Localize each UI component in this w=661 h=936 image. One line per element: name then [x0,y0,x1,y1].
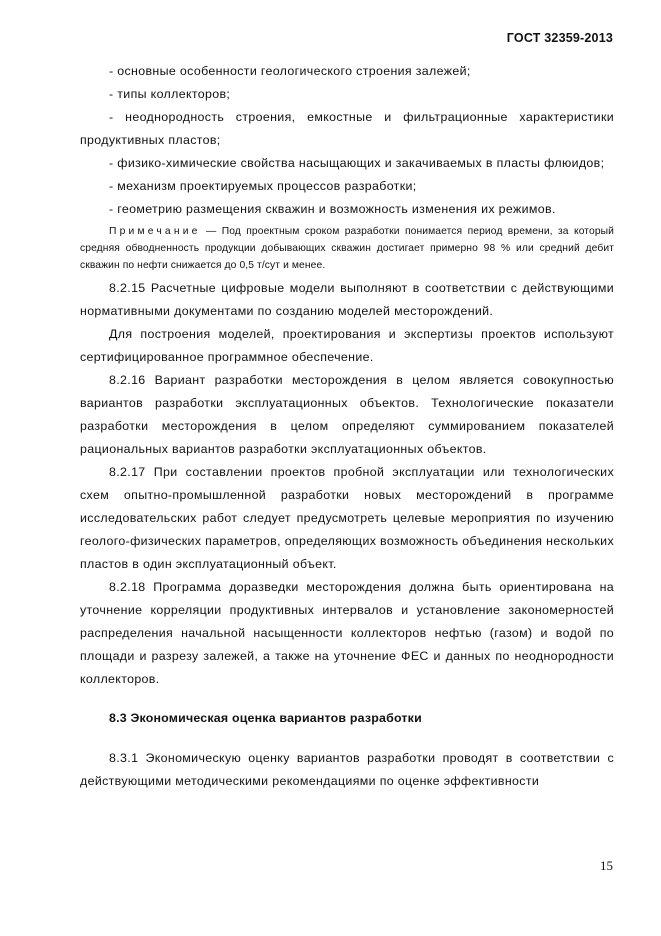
paragraph-8-3-1: 8.3.1 Экономическую оценку вариантов разработки проводят в соответствии с действующими методическими рекомендациями по оценке эффективности [80,751,614,788]
list-item: - основные особенности геологического строения залежей; [109,64,471,78]
list-item: - механизм проектируемых процессов разработки; [109,179,417,193]
list-item: - типы коллекторов; [109,87,231,101]
note [80,223,614,274]
note-label: Примечание [109,226,201,237]
note-text: — Под проектным сроком разработки понимается период времени, за который средняя обводненность продукции добывающих скважин достигает примерно 98 % или средний дебит скважин по нефти снижается до 0,5 т/сут и менее. [80,226,614,271]
paragraph-8-2-15: 8.2.15 Расчетные цифровые модели выполняют в соответствии с действующими нормативными документами по созданию моделей месторождений. [80,281,614,318]
paragraph-8-2-16: 8.2.16 Вариант разработки месторождения в целом является совокупностью вариантов разработки эксплуатационных объектов. Технологические показатели разработки месторождения в целом определяют суммированием показателей рациональных вариантов разработки эксплуатационных объектов. [80,373,614,456]
paragraph-8-2-17: 8.2.17 При составлении проектов пробной эксплуатации или технологических схем опытно-промышленной разработки новых месторождений в программе исследовательских работ следует предусмотреть целевые мероприятия по изучению геолого-физических параметров, определяющих возможность объединения нескольких пластов в один эксплуатационный объект. [80,465,614,571]
paragraph-8-2-18: 8.2.18 Программа доразведки месторождения должна быть ориентирована на уточнение корреляции продуктивных интервалов и установление закономерностей распределения начальной насыщенности коллекторов нефтью (газом) и водой по площади и разрезу залежей, а также на уточнение ФЕС и данных по неоднородности коллекторов. [80,580,614,686]
page-body [80,60,614,793]
list-item: - физико-химические свойства насыщающих и закачиваемых в пласты флюидов; [109,156,605,170]
document-code: ГОСТ 32359-2013 [506,31,613,45]
page-number: 15 [600,858,613,873]
list-item: - неоднородность строения, емкостные и фильтрационные характеристики продуктивных пластов; [80,110,614,147]
paragraph-software: Для построения моделей, проектирования и экспертизы проектов используют сертифицированное программное обеспечение. [80,327,614,364]
list-item: - геометрию размещения скважин и возможность изменения их режимов. [109,202,556,216]
section-heading: 8.3 Экономическая оценка вариантов разработки [109,711,422,725]
